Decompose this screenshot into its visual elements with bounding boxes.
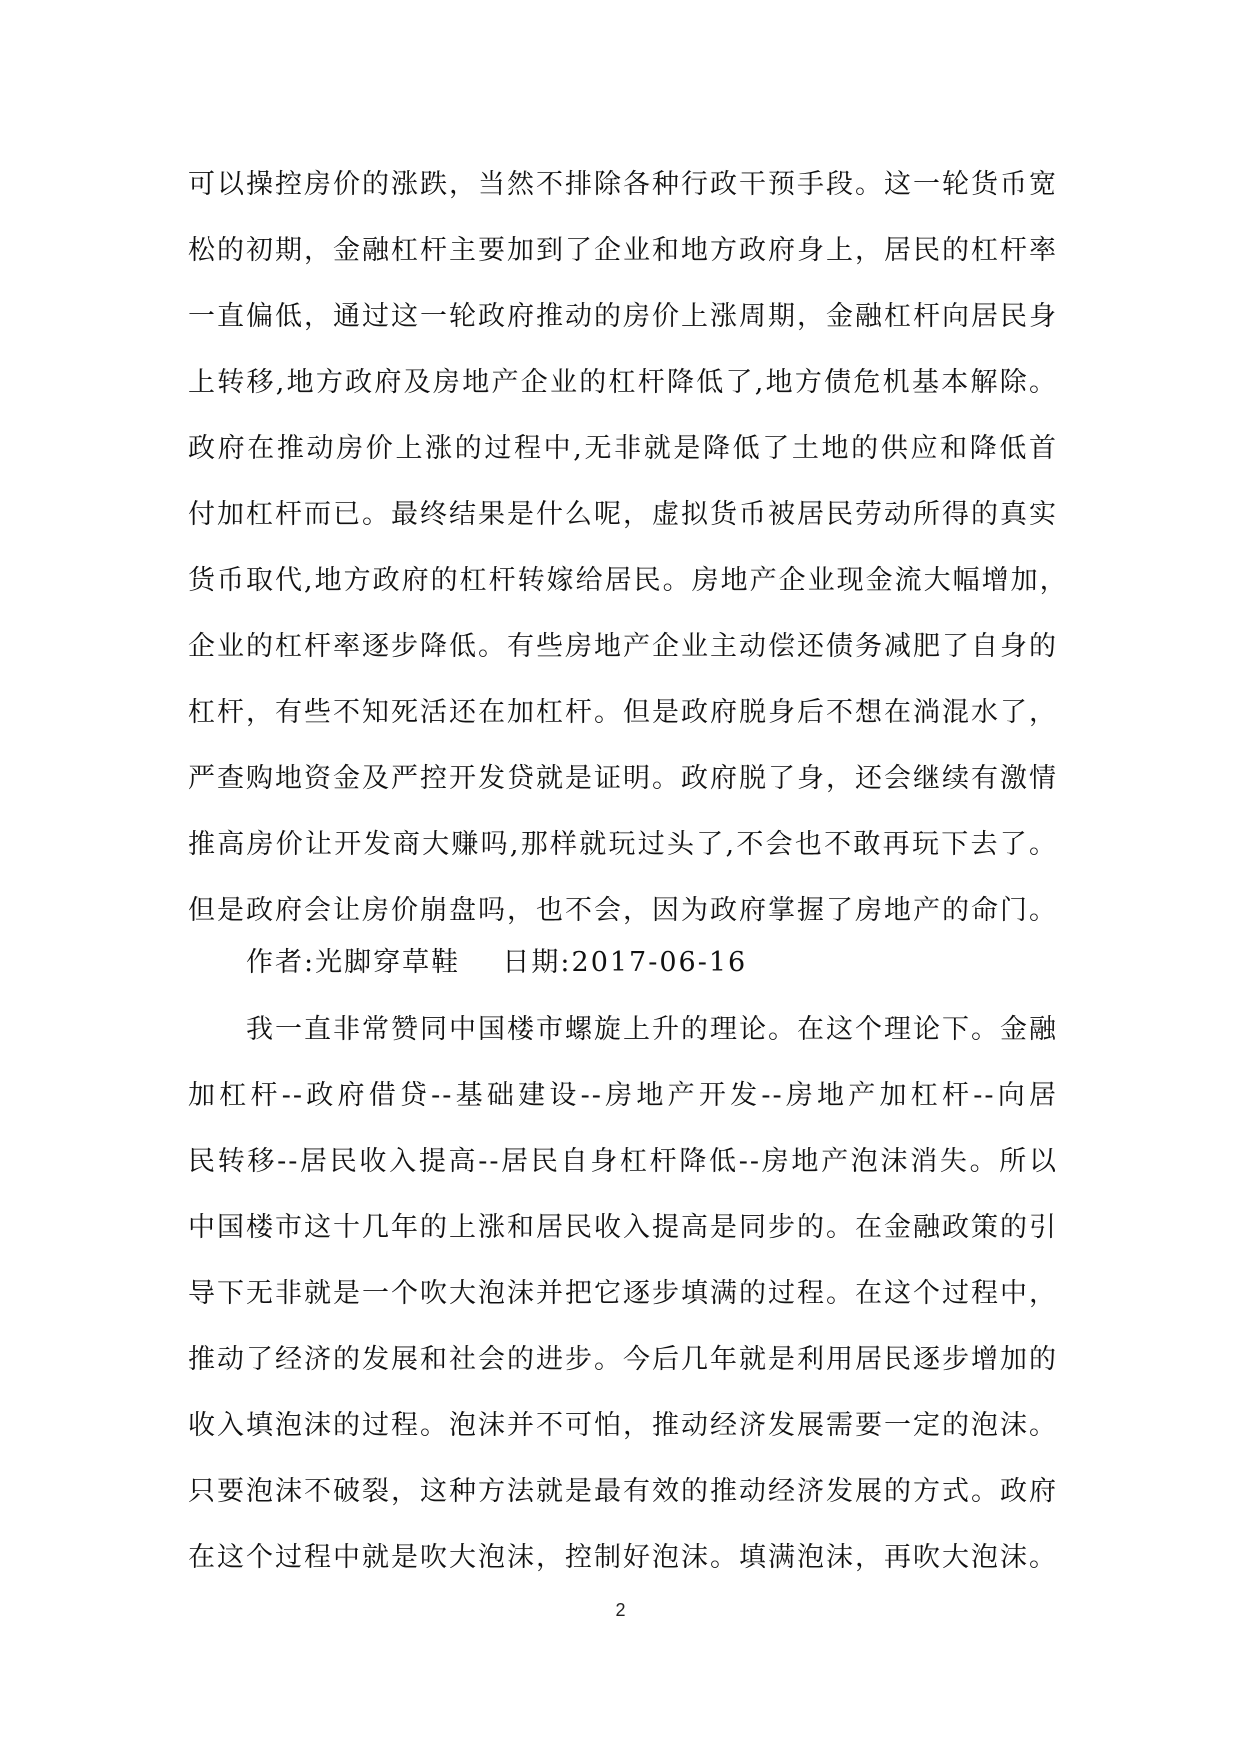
text-line: 可以操控房价的涨跌，当然不排除各种行政干预手段。这一轮货币宽 xyxy=(188,169,1058,200)
text-line: 杠杆，有些不知死活还在加杠杆。但是政府脱身后不想在淌混水了， xyxy=(188,697,1058,728)
text-line: 我一直非常赞同中国楼市螺旋上升的理论。在这个理论下。金融 xyxy=(246,1014,1058,1045)
text-line: 只要泡沫不破裂，这种方法就是最有效的推动经济发展的方式。政府 xyxy=(188,1476,1058,1507)
byline xyxy=(188,930,1058,996)
text-line: 松的初期，金融杠杆主要加到了企业和地方政府身上，居民的杠杆率 xyxy=(188,235,1058,266)
text-line: 严查购地资金及严控开发贷就是证明。政府脱了身，还会继续有激情 xyxy=(188,763,1058,794)
author-date-line: 作者:光脚穿草鞋 日期:2017-06-16 xyxy=(246,947,748,978)
text-line: 加杠杆--政府借贷--基础建设--房地产开发--房地产加杠杆--向居 xyxy=(188,1080,1058,1111)
text-line: 中国楼市这十几年的上涨和居民收入提高是同步的。在金融政策的引 xyxy=(188,1212,1058,1243)
text-line: 货币取代,地方政府的杠杆转嫁给居民。房地产企业现金流大幅增加， xyxy=(188,565,1069,596)
text-line: 上转移,地方政府及房地产企业的杠杆降低了,地方债危机基本解除。 xyxy=(188,367,1058,398)
text-line: 一直偏低，通过这一轮政府推动的房价上涨周期，金融杠杆向居民身 xyxy=(188,301,1058,332)
text-line: 推动了经济的发展和社会的进步。今后几年就是利用居民逐步增加的 xyxy=(188,1344,1058,1375)
text-line: 但是政府会让房价崩盘吗，也不会，因为政府掌握了房地产的命门。 xyxy=(188,895,1058,926)
text-line: 企业的杠杆率逐步降低。有些房地产企业主动偿还债务减肥了自身的 xyxy=(188,631,1058,662)
text-line: 付加杠杆而已。最终结果是什么呢，虚拟货币被居民劳动所得的真实 xyxy=(188,499,1058,530)
text-line: 政府在推动房价上涨的过程中,无非就是降低了土地的供应和降低首 xyxy=(188,433,1058,464)
text-line: 导下无非就是一个吹大泡沫并把它逐步填满的过程。在这个过程中， xyxy=(188,1278,1058,1309)
text-line: 在这个过程中就是吹大泡沫，控制好泡沫。填满泡沫，再吹大泡沫。 xyxy=(188,1542,1058,1573)
text-line: 民转移--居民收入提高--居民自身杠杆降低--房地产泡沫消失。所以 xyxy=(188,1146,1058,1177)
page-number: 2 xyxy=(615,1600,626,1620)
paragraph-1 xyxy=(188,152,1069,944)
text-line: 推高房价让开发商大赚吗,那样就玩过头了,不会也不敢再玩下去了。 xyxy=(188,829,1058,860)
paragraph-2 xyxy=(188,997,1058,1591)
text-line: 收入填泡沫的过程。泡沫并不可怕，推动经济发展需要一定的泡沫。 xyxy=(188,1410,1058,1441)
